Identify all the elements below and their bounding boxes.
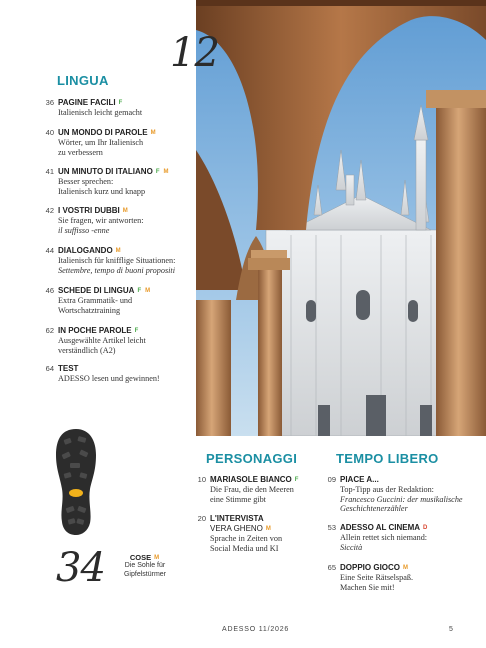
toc-entry-body [58,246,208,275]
footer-page-number: 5 [449,626,454,633]
toc-entry-title: DIALOGANDO [58,246,113,255]
footer-magazine-issue: ADESSO 11/2026 [222,626,290,633]
toc-page-number: 10 [197,475,206,484]
toc-entry-title: IN POCHE PAROLE [58,326,132,335]
level-badge-f: F [155,169,160,175]
toc-entry-desc: eine Stimme gibt [210,494,266,504]
toc-entry-body [58,206,208,235]
section-title-lingua: LINGUA [57,73,109,88]
level-badge-f: F [294,477,299,483]
toc-entry-body [210,514,363,553]
toc-entry-heading [340,523,486,533]
toc-entry-body [340,475,486,514]
toc-entry-body [58,98,208,118]
toc-entry-heading [58,206,208,216]
toc-entry-desc: Eine Seite Rätselspaß. [340,573,413,582]
toc-entry-heading [58,167,208,177]
level-badge-f: F [137,288,142,294]
toc-entry-desc-italic-text: Settembre, tempo di buoni propositi [58,265,175,275]
toc-entry-heading [210,475,360,485]
toc-entry-body [58,286,208,315]
toc-entry-desc: Wortschatztraining [58,305,121,315]
toc-entry-heading [210,514,360,524]
toc-entry-title: MARIASOLE BIANCO [210,475,292,484]
toc-entry-body [58,326,208,355]
toc-entry-desc-italic-text: Geschichtenerzähler [340,504,408,514]
toc-entry-title: I VOSTRI DUBBI [58,206,120,215]
section-title-tempo-libero: TEMPO LIBERO [336,451,439,466]
toc-entry-desc-italic [340,504,486,514]
toc-entry-desc-italic [340,543,486,553]
toc-entry-desc-italic-text: il suffisso -enne [58,225,110,235]
toc-entry-body [58,128,208,157]
toc-entry-desc-italic [340,495,486,505]
duomo-photo [196,0,486,436]
toc-entry-desc: Sie fragen, wir antworten: [58,216,144,225]
hiking-sole-image [52,427,100,537]
level-badge-m: M [150,130,156,136]
toc-page-number: 41 [45,167,54,176]
toc-entry-body [210,475,360,504]
toc-entry-desc: ADESSO lesen und gewinnen! [58,374,160,383]
level-badge-m: M [154,555,160,561]
toc-entry-title: TEST [58,364,79,373]
section-number: 12 [170,30,219,76]
toc-entry-title: UN MONDO DI PAROLE [58,128,148,137]
toc-entry-desc: Extra Grammatik- und [58,296,133,305]
toc-entry-subtitle-text: VERA GHENO [210,524,263,533]
toc-page-number: 46 [45,286,54,295]
toc-entry-title: ADESSO AL CINEMA [340,523,421,532]
cose-entry[interactable] [110,553,180,579]
toc-entry-heading [58,246,208,256]
toc-page-number: 44 [45,246,54,255]
level-badge-m: M [265,526,271,532]
level-badge-d: D [423,525,428,531]
toc-entry-desc-italic [58,226,208,236]
level-badge-m: M [145,288,151,294]
toc-entry-desc: Italienisch kurz und knapp [58,186,146,196]
toc-page-number: 42 [45,206,54,215]
toc-entry-desc: zu verbessern [58,147,103,157]
toc-entry-desc: Wörter, um Ihr Italienisch [58,138,144,147]
toc-page-number: 53 [327,523,336,532]
level-badge-m: M [122,208,128,214]
level-badge-m: M [403,565,409,571]
toc-entry-subtitle [210,524,360,534]
toc-entry-heading [58,128,208,138]
level-badge-f: F [134,328,139,334]
toc-page-number: 09 [327,475,336,484]
toc-entry-body [340,523,486,552]
toc-entry-heading [58,98,208,108]
toc-entry-desc-italic [58,266,208,276]
toc-page-number: 62 [45,326,54,335]
toc-entry-desc: Italienisch für knifflige Situationen: [58,256,176,265]
toc-entry-desc: Besser sprechen: [58,177,114,186]
cose-desc-line: Die Sohle für [124,562,166,569]
cose-title: COSE [129,553,152,562]
level-badge-m: M [163,169,169,175]
cose-page-number: 34 [56,545,105,591]
toc-entry-desc-italic-text: Francesco Guccini: der musikalische [340,494,463,504]
toc-page-number: 20 [197,514,206,523]
toc-entry-desc: Ausgewählte Artikel leicht [58,336,146,345]
toc-entry-title: PAGINE FACILI [58,98,116,107]
toc-entry-body [58,167,208,196]
toc-page-number: 64 [45,364,54,373]
toc-entry-desc: verständlich (A2) [58,345,116,355]
toc-entry-desc-italic-text: Siccità [340,542,363,552]
toc-entry-title: UN MINUTO DI ITALIANO [58,167,153,176]
level-badge-m: M [115,248,121,254]
toc-entry-desc: Die Frau, die den Meeren [210,485,294,494]
toc-entry-heading [340,563,486,573]
section-title-personaggi: PERSONAGGI [206,451,298,466]
toc-entry-heading [58,364,208,374]
toc-entry-desc: Sprache in Zeiten von [210,534,283,543]
toc-entry-desc: Social Media und KI [210,543,279,553]
cose-desc-line: Gipfelstürmer [123,570,166,578]
level-badge-f: F [118,100,123,106]
toc-entry-desc: Top-Tipp aus der Redaktion: [340,485,434,494]
toc-entry-desc: Machen Sie mit! [340,582,395,592]
toc-page-number: 65 [327,563,336,572]
toc-page-number: 36 [45,98,54,107]
toc-entry-title: SCHEDE DI LINGUA [58,286,135,295]
toc-page-number: 40 [45,128,54,137]
toc-entry-heading [58,286,208,296]
toc-entry-title: L'INTERVISTA [210,514,264,523]
toc-entry-body [58,364,208,384]
toc-entry-title: PIACE A... [340,475,379,484]
toc-entry-title: DOPPIO GIOCO [340,563,401,572]
toc-entry-desc: Italienisch leicht gemacht [58,108,143,117]
toc-entry-heading [340,475,486,485]
toc-entry-heading [58,326,208,336]
toc-entry-desc: Allein rettet sich niemand: [340,533,428,542]
toc-entry-body [340,563,486,592]
